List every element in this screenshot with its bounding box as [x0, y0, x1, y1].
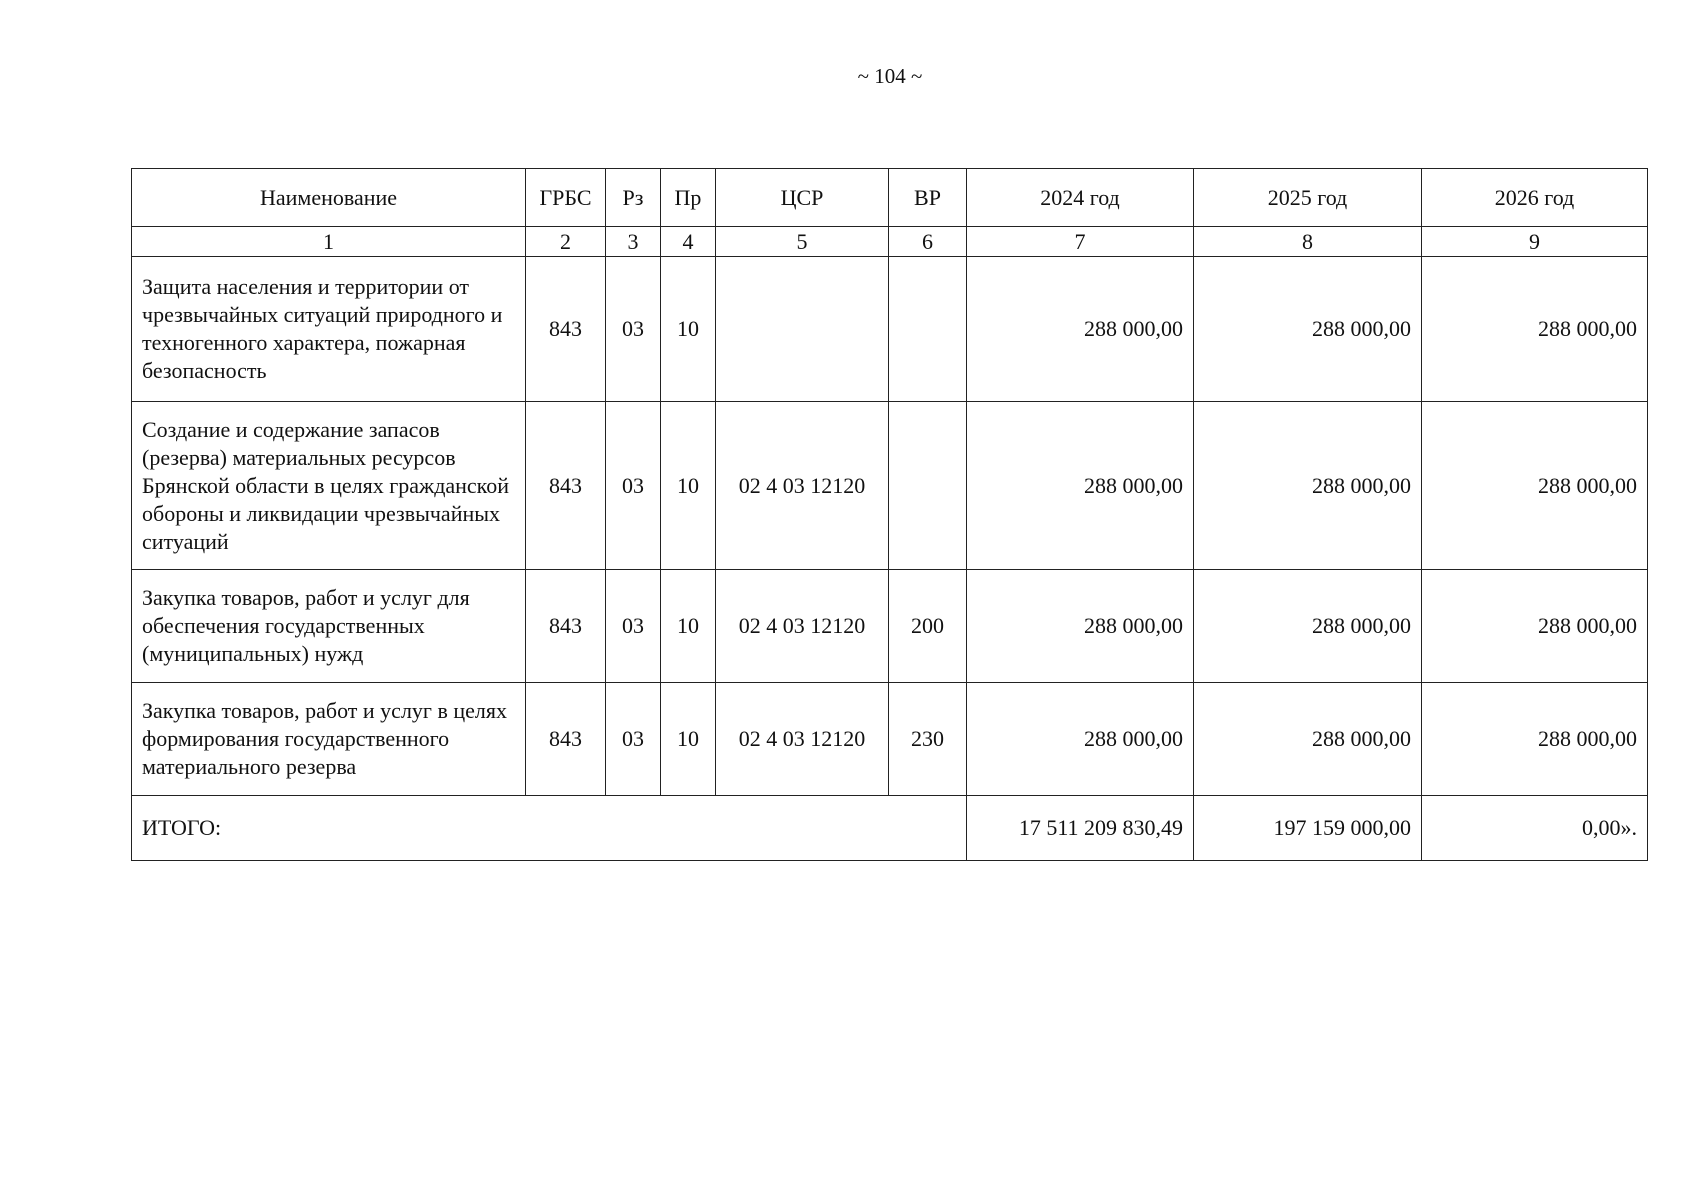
row-name: Закупка товаров, работ и услуг для обеспечения государственных (муниципальных) нужд — [132, 570, 526, 683]
column-number: 5 — [716, 227, 889, 257]
page-number: ~ 104 ~ — [857, 64, 923, 88]
row-vr — [889, 257, 967, 402]
row-2024: 288 000,00 — [967, 683, 1194, 796]
column-number: 3 — [606, 227, 661, 257]
table-row — [132, 570, 1648, 683]
total-2025: 197 159 000,00 — [1194, 796, 1422, 861]
row-rz: 03 — [606, 683, 661, 796]
row-csr: 02 4 03 12120 — [716, 683, 889, 796]
row-grbs: 843 — [526, 402, 606, 570]
column-number: 8 — [1194, 227, 1422, 257]
budget-table — [131, 168, 1648, 861]
row-2026: 288 000,00 — [1422, 257, 1648, 402]
total-2024: 17 511 209 830,49 — [967, 796, 1194, 861]
row-pr: 10 — [661, 257, 716, 402]
column-number: 2 — [526, 227, 606, 257]
row-vr: 230 — [889, 683, 967, 796]
header-2026: 2026 год — [1422, 169, 1648, 227]
row-2025: 288 000,00 — [1194, 402, 1422, 570]
row-2024: 288 000,00 — [967, 402, 1194, 570]
row-2026: 288 000,00 — [1422, 402, 1648, 570]
row-rz: 03 — [606, 402, 661, 570]
header-row — [132, 169, 1648, 227]
row-2024: 288 000,00 — [967, 570, 1194, 683]
row-rz: 03 — [606, 257, 661, 402]
row-csr — [716, 257, 889, 402]
row-grbs: 843 — [526, 570, 606, 683]
row-pr: 10 — [661, 402, 716, 570]
row-2025: 288 000,00 — [1194, 683, 1422, 796]
row-vr: 200 — [889, 570, 967, 683]
row-grbs: 843 — [526, 683, 606, 796]
row-csr: 02 4 03 12120 — [716, 570, 889, 683]
row-rz: 03 — [606, 570, 661, 683]
total-label: ИТОГО: — [132, 796, 967, 861]
header-pr: Пр — [661, 169, 716, 227]
column-number: 4 — [661, 227, 716, 257]
row-name: Создание и содержание запасов (резерва) материальных ресурсов Брянской области в целях гражданской обороны и ликвидации чрезвычайных ситуаций — [132, 402, 526, 570]
row-2024: 288 000,00 — [967, 257, 1194, 402]
row-vr — [889, 402, 967, 570]
column-number: 6 — [889, 227, 967, 257]
header-rz: Рз — [606, 169, 661, 227]
header-grbs: ГРБС — [526, 169, 606, 227]
header-vr: ВР — [889, 169, 967, 227]
column-number: 1 — [132, 227, 526, 257]
total-row — [132, 796, 1648, 861]
table-row — [132, 402, 1648, 570]
row-2025: 288 000,00 — [1194, 570, 1422, 683]
row-name: Защита населения и территории от чрезвычайных ситуаций природного и техногенного характера, пожарная безопасность — [132, 257, 526, 402]
row-2026: 288 000,00 — [1422, 570, 1648, 683]
column-number-row — [132, 227, 1648, 257]
row-csr: 02 4 03 12120 — [716, 402, 889, 570]
row-grbs: 843 — [526, 257, 606, 402]
table-row — [132, 257, 1648, 402]
header-csr: ЦСР — [716, 169, 889, 227]
table-row — [132, 683, 1648, 796]
header-name: Наименование — [132, 169, 526, 227]
total-2026: 0,00». — [1422, 796, 1648, 861]
column-number: 9 — [1422, 227, 1648, 257]
row-2026: 288 000,00 — [1422, 683, 1648, 796]
row-2025: 288 000,00 — [1194, 257, 1422, 402]
row-pr: 10 — [661, 570, 716, 683]
row-name: Закупка товаров, работ и услуг в целях формирования государственного материального резерва — [132, 683, 526, 796]
header-2024: 2024 год — [967, 169, 1194, 227]
column-number: 7 — [967, 227, 1194, 257]
row-pr: 10 — [661, 683, 716, 796]
header-2025: 2025 год — [1194, 169, 1422, 227]
